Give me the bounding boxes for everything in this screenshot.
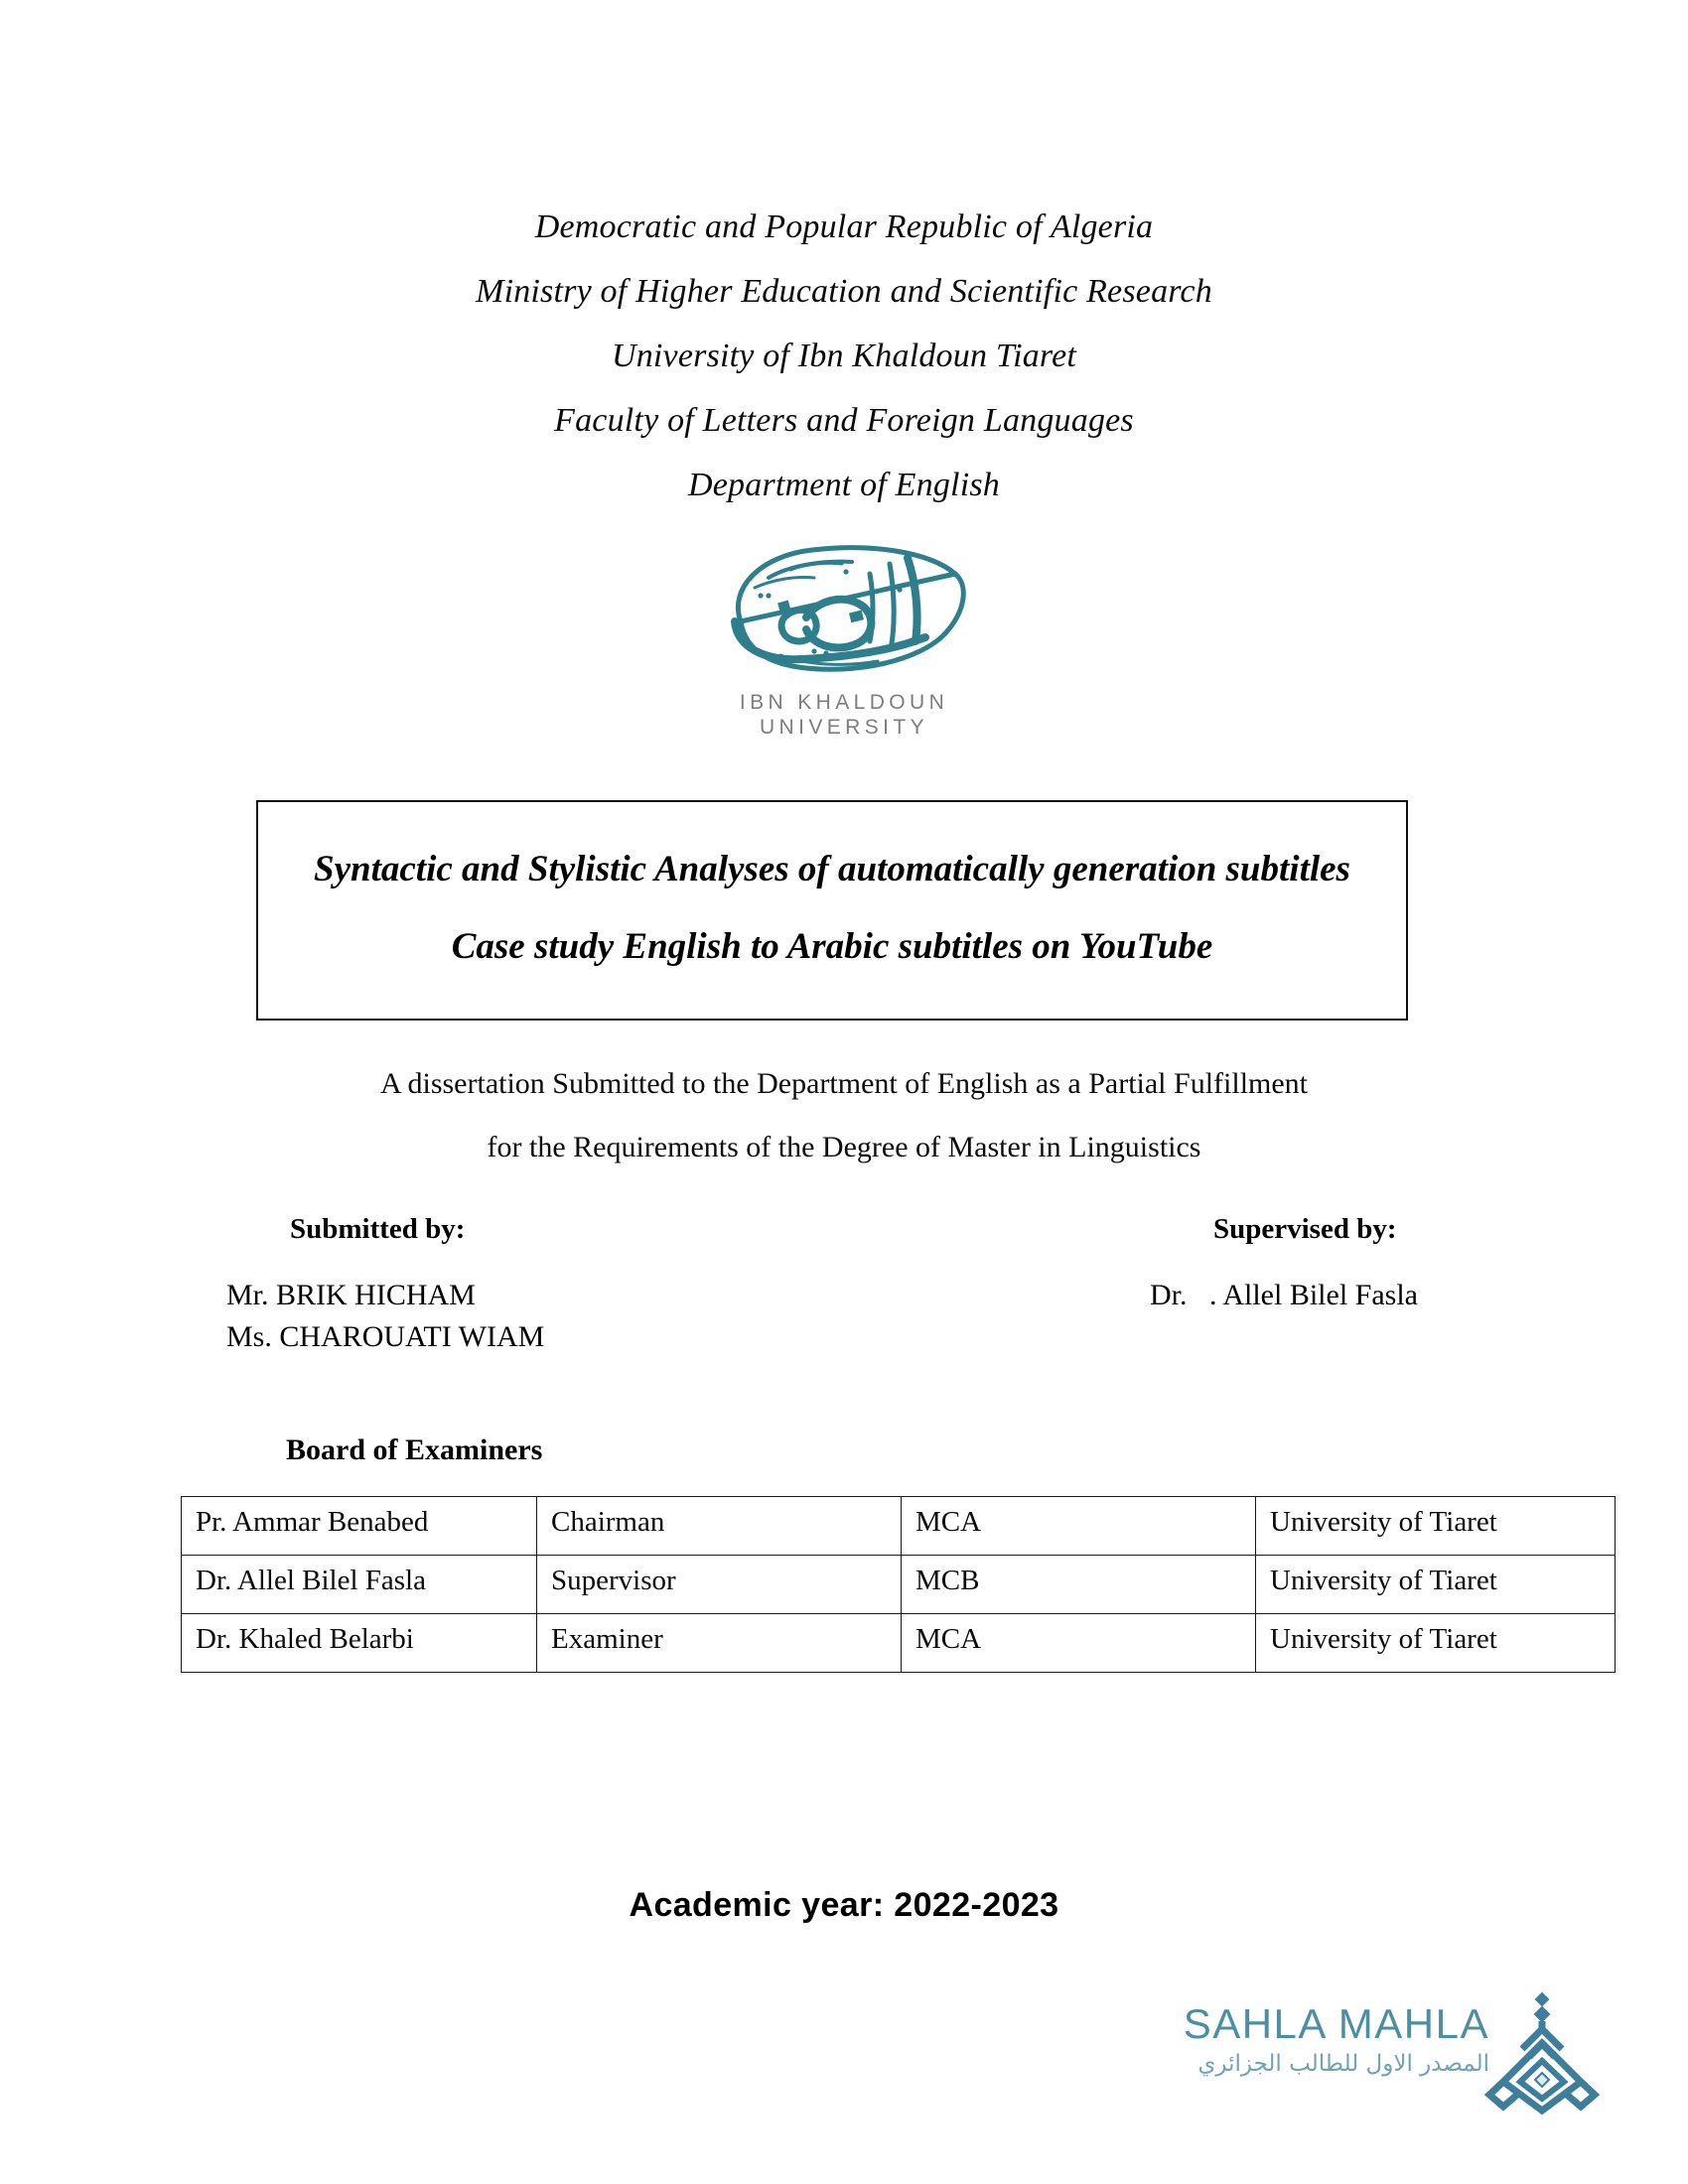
examiner-name: Dr. Khaled Belarbi xyxy=(182,1614,537,1673)
examiner-rank: MCA xyxy=(902,1497,1256,1556)
sahla-mahla-diamond-icon xyxy=(1477,1987,1607,2116)
institution-header xyxy=(0,195,1688,517)
header-line-faculty: Faculty of Letters and Foreign Languages xyxy=(554,402,1134,439)
student-name-1: Mr. BRIK HICHAM xyxy=(226,1279,476,1311)
dissertation-title: Syntactic and Stylistic Analyses of automatically generation subtitles xyxy=(314,849,1350,889)
examiner-name: Pr. Ammar Benabed xyxy=(182,1497,537,1556)
header-line-ministry: Ministry of Higher Education and Scientific Research xyxy=(476,273,1212,310)
watermark-text xyxy=(1112,2000,1489,2077)
examiner-institution: University of Tiaret xyxy=(1256,1556,1616,1614)
ibn-khaldoun-calligraphy-icon xyxy=(695,530,993,689)
logo-caption xyxy=(740,691,948,741)
statement-line-1: A dissertation Submitted to the Department of English as a Partial Fulfillment xyxy=(379,1067,1309,1100)
header-line-country: Democratic and Popular Republic of Algeria xyxy=(534,208,1154,245)
submission-statement xyxy=(0,1052,1688,1179)
university-logo xyxy=(0,530,1688,741)
table-row xyxy=(182,1497,1616,1556)
table-row xyxy=(182,1556,1616,1614)
examiner-institution: University of Tiaret xyxy=(1256,1614,1616,1673)
examiner-role: Supervisor xyxy=(537,1556,902,1614)
table-row xyxy=(182,1614,1616,1673)
board-of-examiners-table xyxy=(181,1496,1616,1673)
submitted-by-label: Submitted by: xyxy=(290,1213,466,1245)
examiner-institution: University of Tiaret xyxy=(1256,1497,1616,1556)
dissertation-subtitle: Case study English to Arabic subtitles on YouTube xyxy=(451,926,1213,967)
board-of-examiners-heading: Board of Examiners xyxy=(286,1433,543,1466)
examiner-rank: MCA xyxy=(902,1614,1256,1673)
examiner-rank: MCB xyxy=(902,1556,1256,1614)
credits-section xyxy=(0,1213,1688,1392)
submitted-by-names xyxy=(226,1275,544,1358)
header-line-university: University of Ibn Khaldoun Tiaret xyxy=(611,338,1077,374)
supervisor-name: Dr. . Allel Bilel Fasla xyxy=(1150,1279,1418,1311)
header-line-department: Department of English xyxy=(688,467,1000,503)
examiner-role: Examiner xyxy=(537,1614,902,1673)
student-name-2: Ms. CHAROUATI WIAM xyxy=(226,1320,545,1353)
supervised-by-label: Supervised by: xyxy=(1213,1213,1397,1245)
sahla-mahla-watermark xyxy=(1112,1995,1609,2124)
examiner-role: Chairman xyxy=(537,1497,902,1556)
logo-caption-line2: UNIVERSITY xyxy=(759,715,929,739)
examiner-name: Dr. Allel Bilel Fasla xyxy=(182,1556,537,1614)
logo-caption-line1: IBN KHALDOUN xyxy=(739,691,949,714)
dissertation-title-box xyxy=(256,800,1408,1021)
academic-year: Academic year: 2022-2023 xyxy=(629,1886,1059,1924)
statement-line-2: for the Requirements of the Degree of Master in Linguistics xyxy=(487,1131,1201,1163)
watermark-title: SAHLA MAHLA xyxy=(1183,2000,1489,2047)
watermark-subtitle: المصدر الاول للطالب الجزائري xyxy=(1197,2051,1489,2077)
